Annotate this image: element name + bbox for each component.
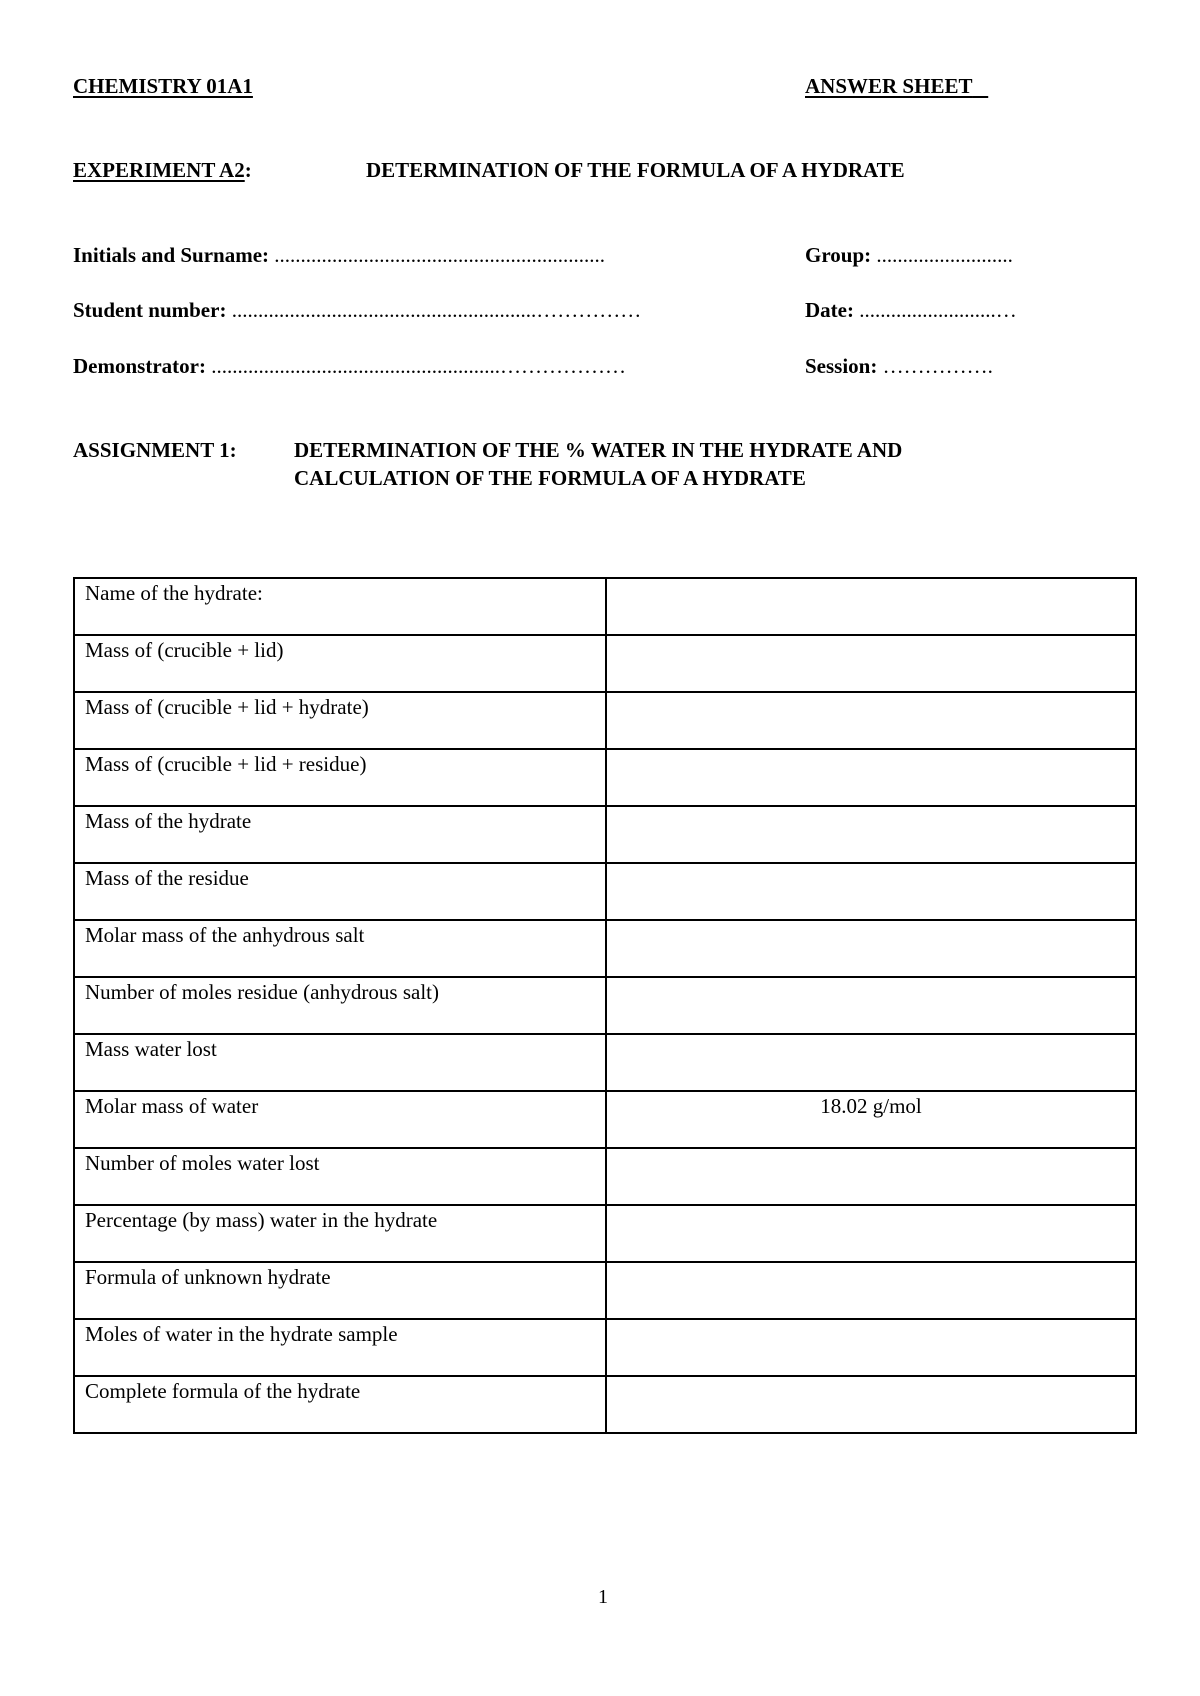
table-row [74, 1319, 1136, 1376]
table-row [74, 1205, 1136, 1262]
table-row [74, 863, 1136, 920]
name-dots: ............................................................... [274, 243, 606, 267]
row-answer-cell[interactable] [606, 1262, 1136, 1319]
row-answer-cell[interactable] [606, 749, 1136, 806]
row-label: Number of moles water lost [74, 1148, 606, 1205]
row-label: Name of the hydrate: [74, 578, 606, 635]
assignment-title-line2: CALCULATION OF THE FORMULA OF A HYDRATE [294, 466, 806, 490]
experiment-title: DETERMINATION OF THE FORMULA OF A HYDRATE [366, 158, 905, 182]
course-title: CHEMISTRY 01A1 [73, 74, 253, 98]
name-field[interactable] [73, 243, 605, 268]
row-label: Mass of (crucible + lid) [74, 635, 606, 692]
assignment-title-line1: DETERMINATION OF THE % WATER IN THE HYDRATE AND [294, 438, 903, 462]
row-label: Percentage (by mass) water in the hydrate [74, 1205, 606, 1262]
table-row [74, 635, 1136, 692]
table-row [74, 1262, 1136, 1319]
group-dots: .......................... [876, 243, 1013, 267]
results-table [73, 577, 1137, 1434]
demonstrator-label: Demonstrator: [73, 354, 206, 378]
row-label: Number of moles residue (anhydrous salt) [74, 977, 606, 1034]
table-row [74, 920, 1136, 977]
row-label: Molar mass of the anhydrous salt [74, 920, 606, 977]
row-answer-cell[interactable] [606, 1319, 1136, 1376]
table-row [74, 977, 1136, 1034]
row-answer-cell[interactable] [606, 692, 1136, 749]
row-label: Mass of (crucible + lid + residue) [74, 749, 606, 806]
row-answer-cell[interactable] [606, 578, 1136, 635]
group-field[interactable] [805, 243, 1013, 268]
row-answer-cell[interactable] [606, 1148, 1136, 1205]
table-row [74, 692, 1136, 749]
row-label: Complete formula of the hydrate [74, 1376, 606, 1433]
date-label: Date: [805, 298, 854, 322]
table-row [74, 578, 1136, 635]
row-label: Mass of the hydrate [74, 806, 606, 863]
table-row [74, 1091, 1136, 1148]
row-answer-cell[interactable] [606, 635, 1136, 692]
student-number-dots: ..........................................................…………… [231, 298, 642, 322]
row-answer-cell[interactable] [606, 1034, 1136, 1091]
row-answer-cell[interactable]: 18.02 g/mol [606, 1091, 1136, 1148]
date-field[interactable] [805, 298, 1017, 323]
row-answer-cell[interactable] [606, 863, 1136, 920]
page-number: 1 [598, 1586, 608, 1608]
table-row [74, 1034, 1136, 1091]
name-label: Initials and Surname: [73, 243, 270, 267]
table-row [74, 749, 1136, 806]
student-number-field[interactable] [73, 298, 641, 323]
row-label: Mass of (crucible + lid + hydrate) [74, 692, 606, 749]
row-answer-cell[interactable] [606, 977, 1136, 1034]
date-dots: ..........................… [859, 298, 1017, 322]
student-number-label: Student number: [73, 298, 227, 322]
session-label: Session: [805, 354, 878, 378]
table-row [74, 1148, 1136, 1205]
row-answer-cell[interactable] [606, 920, 1136, 977]
row-label: Mass of the residue [74, 863, 606, 920]
experiment-label: EXPERIMENT A2: [73, 158, 252, 182]
answer-sheet-title: ANSWER SHEET [805, 74, 973, 98]
group-label: Group: [805, 243, 872, 267]
row-label: Formula of unknown hydrate [74, 1262, 606, 1319]
row-label: Molar mass of water [74, 1091, 606, 1148]
session-field[interactable] [805, 354, 993, 379]
row-answer-cell[interactable] [606, 1205, 1136, 1262]
assignment-label: ASSIGNMENT 1: [73, 438, 237, 462]
demonstrator-dots: .......................................................……………… [211, 354, 626, 378]
session-dots: ……………. [882, 354, 993, 378]
table-row [74, 806, 1136, 863]
row-answer-cell[interactable] [606, 806, 1136, 863]
row-label: Mass water lost [74, 1034, 606, 1091]
table-row [74, 1376, 1136, 1433]
row-label: Moles of water in the hydrate sample [74, 1319, 606, 1376]
row-answer-cell[interactable] [606, 1376, 1136, 1433]
demonstrator-field[interactable] [73, 354, 626, 379]
